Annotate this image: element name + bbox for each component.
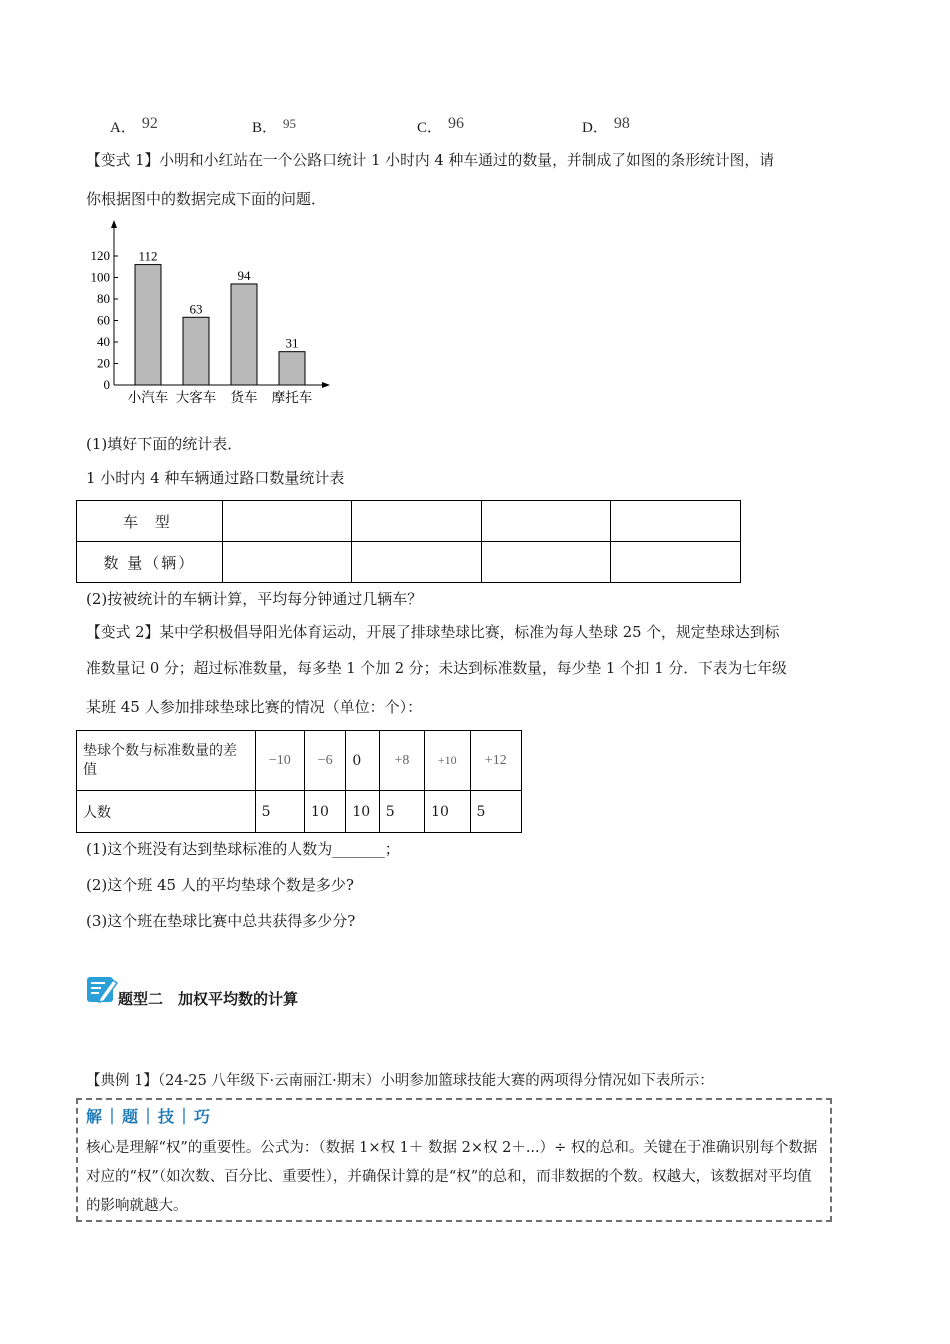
data-label: 112 xyxy=(138,248,158,264)
option-d xyxy=(582,116,630,137)
table-cell-empty[interactable] xyxy=(222,501,352,542)
example1-line: 【典例 1】（24-25 八年级下·云南丽江·期末）小明参加篮球技能大赛的两项得分情况如下表所示： xyxy=(86,1073,714,1089)
table-cell: +10 xyxy=(425,731,470,791)
table-cell: 10 xyxy=(305,791,346,833)
table-row xyxy=(77,501,741,542)
x-tick-label: 摩托车 xyxy=(271,390,313,406)
table-cell-empty[interactable] xyxy=(481,501,611,542)
y-tick-label: 100 xyxy=(90,269,110,285)
data-label: 63 xyxy=(189,301,203,317)
table-cell: −10 xyxy=(255,731,304,791)
table-row-header-difference: 垫球个数与标准数量的差值 xyxy=(77,731,256,791)
y-axis-arrow xyxy=(111,220,117,228)
option-b-letter: B． xyxy=(252,120,278,136)
table-cell: −6 xyxy=(305,731,346,791)
x-tick-label: 大客车 xyxy=(175,390,217,406)
y-tick-label: 80 xyxy=(97,291,110,306)
table-cell-empty[interactable] xyxy=(222,542,352,583)
table-row-header-type: 车 型 xyxy=(77,501,223,542)
table-cell-empty[interactable] xyxy=(611,501,741,542)
tips-title: 解｜题｜技｜巧 xyxy=(86,1107,213,1126)
option-c-value: 96 xyxy=(448,115,465,132)
option-b xyxy=(252,116,296,137)
bar xyxy=(135,265,161,385)
table-cell: 0 xyxy=(346,731,379,791)
table-row-header-count: 数 量（辆） xyxy=(77,542,223,583)
option-a-value: 92 xyxy=(141,115,158,132)
variant2-question-1: (1)这个班没有达到垫球标准的人数为_______； xyxy=(86,840,400,858)
x-axis-arrow xyxy=(322,382,330,388)
table-cell: 10 xyxy=(425,791,470,833)
tips-text: 核心是理解“权”的重要性。公式为：（数据 1×权 1＋ 数据 2×权 2＋...）÷ 权的总和。关键在于准确识别每个数据对应的“权”（如次数、百分比、重要性），并确保计算的是“权”的总和，而非数据的个数。权越大，该数据对平均值的影响就越大。 xyxy=(86,1140,818,1214)
tips-box xyxy=(76,1098,832,1222)
bar-chart xyxy=(80,215,340,415)
section-title: 题型二 加权平均数的计算 xyxy=(118,990,299,1008)
variant2-line3: 某班 45 人参加排球垫球比赛的情况（单位：个）： xyxy=(86,698,423,716)
table-cell-empty[interactable] xyxy=(352,501,482,542)
score-difference-table xyxy=(76,730,522,833)
data-label: 94 xyxy=(237,267,251,283)
table-cell: 5 xyxy=(379,791,424,833)
variant2-question-2: (2)这个班 45 人的平均垫球个数是多少? xyxy=(86,876,354,894)
variant1-table-title: 1 小时内 4 种车辆通过路口数量统计表 xyxy=(86,469,345,487)
option-b-value: 95 xyxy=(283,116,297,131)
variant1-line1: 【变式 1】小明和小红站在一个公路口统计 1 小时内 4 种车通过的数量，并制成了如图的条形统计图，请 xyxy=(86,152,775,169)
variant1-line2: 你根据图中的数据完成下面的问题． xyxy=(86,190,327,208)
table-cell-empty[interactable] xyxy=(352,542,482,583)
bar xyxy=(183,317,209,385)
table-cell: 10 xyxy=(346,791,379,833)
table-row xyxy=(77,542,741,583)
table-cell-empty[interactable] xyxy=(611,542,741,583)
y-tick-label: 120 xyxy=(90,248,110,263)
y-tick-label: 20 xyxy=(97,355,110,371)
variant1-question-2: (2)按被统计的车辆计算，平均每分钟通过几辆车？ xyxy=(86,590,423,608)
table-cell: 5 xyxy=(255,791,304,833)
option-c-letter: C． xyxy=(417,120,443,136)
option-a xyxy=(110,116,158,137)
y-tick-label: 60 xyxy=(97,312,110,328)
option-d-letter: D． xyxy=(582,120,608,136)
y-tick-label: 0 xyxy=(103,377,110,392)
table-cell-empty[interactable] xyxy=(481,542,611,583)
table-cell: +8 xyxy=(379,731,424,791)
data-label: 31 xyxy=(285,335,299,351)
variant2-line2: 准数量记 0 分；超过标准数量，每多垫 1 个加 2 分；未达到标准数量，每少垫 1 个扣 1 分．下表为七年级 xyxy=(86,660,787,677)
x-tick-label: 小汽车 xyxy=(127,390,169,406)
bar xyxy=(279,352,305,385)
bar xyxy=(231,284,257,385)
variant2-line1: 【变式 2】某中学积极倡导阳光体育运动，开展了排球垫球比赛，标准为每人垫球 25 个，规定垫球达到标 xyxy=(86,624,780,641)
option-d-value: 98 xyxy=(613,115,630,132)
table-row-header-people: 人数 xyxy=(77,791,256,833)
option-a-letter: A． xyxy=(110,120,136,136)
table-cell: 5 xyxy=(470,791,522,833)
table-row xyxy=(77,791,522,833)
x-tick-label: 货车 xyxy=(230,390,258,406)
option-c xyxy=(417,116,464,137)
table-cell: +12 xyxy=(470,731,522,791)
variant2-question-3: (3)这个班在垫球比赛中总共获得多少分? xyxy=(86,912,356,930)
pencil-note-icon xyxy=(86,974,118,1004)
y-tick-label: 40 xyxy=(97,334,110,349)
vehicle-count-table xyxy=(76,500,741,583)
variant1-question-1: (1)填好下面的统计表． xyxy=(86,435,243,453)
table-row xyxy=(77,731,522,791)
